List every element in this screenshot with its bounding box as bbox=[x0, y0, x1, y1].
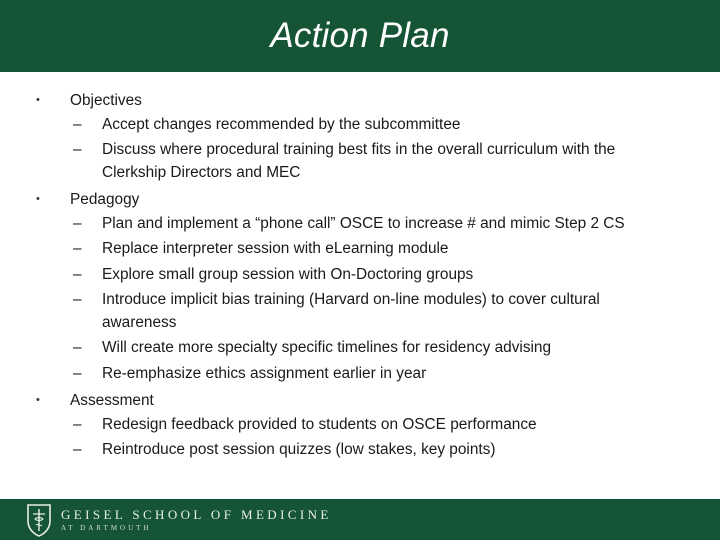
list-item: – Discuss where procedural training best fits in the overall curriculum with the Clerkship Directors and MEC bbox=[73, 141, 616, 181]
dash-icon: – bbox=[73, 240, 82, 257]
section-assessment bbox=[0, 388, 720, 462]
dash-icon: – bbox=[73, 441, 82, 458]
section-heading: Assessment bbox=[70, 392, 154, 409]
list-item: – Introduce implicit bias training (Harvard on-line modules) to cover cultural awareness bbox=[73, 291, 600, 331]
dash-icon: – bbox=[73, 364, 82, 382]
list-item: – Reintroduce post session quizzes (low stakes, key points) bbox=[0, 439, 720, 462]
dash-icon: – bbox=[73, 115, 82, 133]
list-item: – Will create more specialty specific timelines for residency advising bbox=[0, 337, 720, 360]
slide-title: Action Plan bbox=[270, 16, 450, 55]
list-item: – Replace interpreter session with eLearning module bbox=[0, 238, 720, 261]
list-item: – Accept changes recommended by the subcommittee bbox=[0, 114, 720, 137]
title-bar bbox=[0, 0, 720, 72]
bullet-icon: • bbox=[36, 94, 40, 106]
section-heading: Pedagogy bbox=[70, 191, 140, 208]
list-item: – Explore small group session with On-Doctoring groups bbox=[0, 264, 720, 287]
dash-icon: – bbox=[73, 339, 82, 356]
bullet-icon: • bbox=[36, 193, 40, 205]
school-name: GEISEL SCHOOL OF MEDICINE bbox=[61, 507, 332, 522]
dash-icon: – bbox=[73, 141, 82, 158]
shield-crest-icon bbox=[26, 503, 52, 537]
dash-icon: – bbox=[73, 214, 82, 232]
section-objectives bbox=[0, 88, 720, 184]
dash-icon: – bbox=[73, 265, 82, 283]
school-subtitle: AT DARTMOUTH bbox=[61, 524, 152, 532]
slide-content bbox=[0, 88, 720, 465]
bullet-icon: • bbox=[36, 394, 40, 406]
section-pedagogy bbox=[0, 187, 720, 385]
list-item: – Plan and implement a “phone call” OSCE to increase # and mimic Step 2 CS bbox=[0, 213, 720, 236]
list-item: – Re-emphasize ethics assignment earlier in year bbox=[0, 363, 720, 386]
section-heading: Objectives bbox=[70, 92, 142, 109]
dash-icon: – bbox=[73, 291, 82, 308]
dash-icon: – bbox=[73, 415, 82, 433]
list-item: – Redesign feedback provided to students on OSCE performance bbox=[0, 414, 720, 437]
